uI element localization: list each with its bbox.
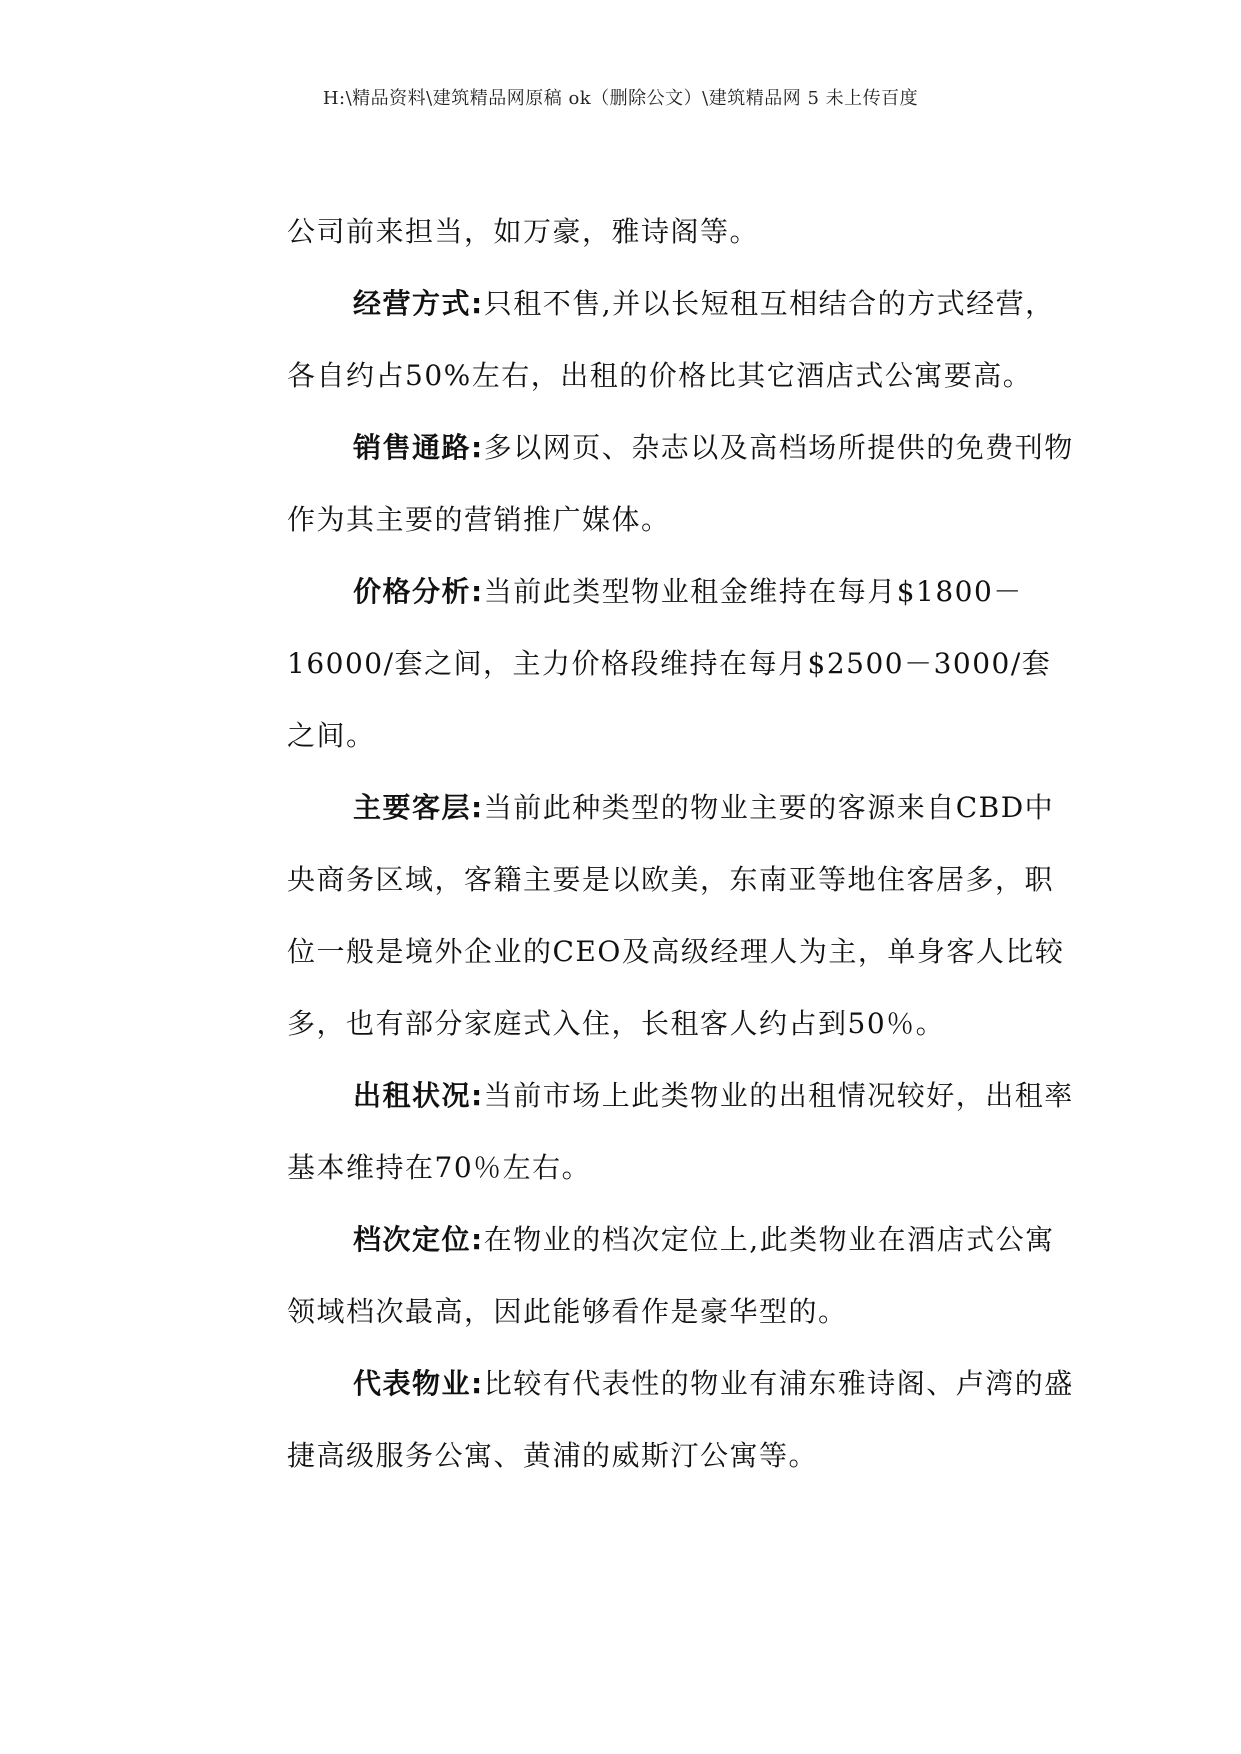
paragraph-text: 公司前来担当，如万豪，雅诗阁等。 [287, 215, 760, 248]
document-header-path: H:\精品资料\建筑精品网原稿 ok（删除公文）\建筑精品网 5 未上传百度 [322, 88, 919, 109]
paragraph-operation-mode [287, 268, 1077, 412]
paragraph-label: 代表物业: [353, 1367, 484, 1400]
paragraph-label: 经营方式: [353, 287, 484, 320]
paragraph-label: 出租状况: [353, 1079, 484, 1112]
paragraph-main-clientele [287, 772, 1077, 1060]
paragraph-label: 价格分析: [353, 575, 484, 608]
paragraph-text: 当前市场上此类物业的出租情况较好，出租率基本维持在70％左右。 [287, 1079, 1074, 1184]
paragraph-label: 档次定位: [353, 1223, 484, 1256]
paragraph-text: 在物业的档次定位上,此类物业在酒店式公寓领域档次最高，因此能够看作是豪华型的。 [287, 1223, 1055, 1328]
paragraph-rental-status [287, 1060, 1077, 1204]
paragraph-continuation [287, 196, 1077, 268]
document-body [287, 196, 1077, 1492]
paragraph-price-analysis [287, 556, 1077, 772]
paragraph-sales-channel [287, 412, 1077, 556]
paragraph-label: 销售通路: [353, 431, 484, 464]
paragraph-text: 比较有代表性的物业有浦东雅诗阁、卢湾的盛捷高级服务公寓、黄浦的威斯汀公寓等。 [287, 1367, 1074, 1472]
paragraph-text: 多以网页、杂志以及高档场所提供的免费刊物作为其主要的营销推广媒体。 [287, 431, 1074, 536]
paragraph-text: 只租不售,并以长短租互相结合的方式经营，各自约占50%左右，出租的价格比其它酒店式公寓要高。 [287, 287, 1055, 392]
paragraph-grade-positioning [287, 1204, 1077, 1348]
paragraph-representative-properties [287, 1348, 1077, 1492]
paragraph-text: 当前此种类型的物业主要的客源来自CBD中央商务区域，客籍主要是以欧美，东南亚等地住客居多，职位一般是境外企业的CEO及高级经理人为主，单身客人比较多，也有部分家庭式入住，长租客人约占到50％。 [287, 791, 1065, 1040]
paragraph-text: 当前此类型物业租金维持在每月$1800－16000/套之间，主力价格段维持在每月$2500－3000/套之间。 [287, 575, 1052, 752]
paragraph-label: 主要客层: [353, 791, 484, 824]
